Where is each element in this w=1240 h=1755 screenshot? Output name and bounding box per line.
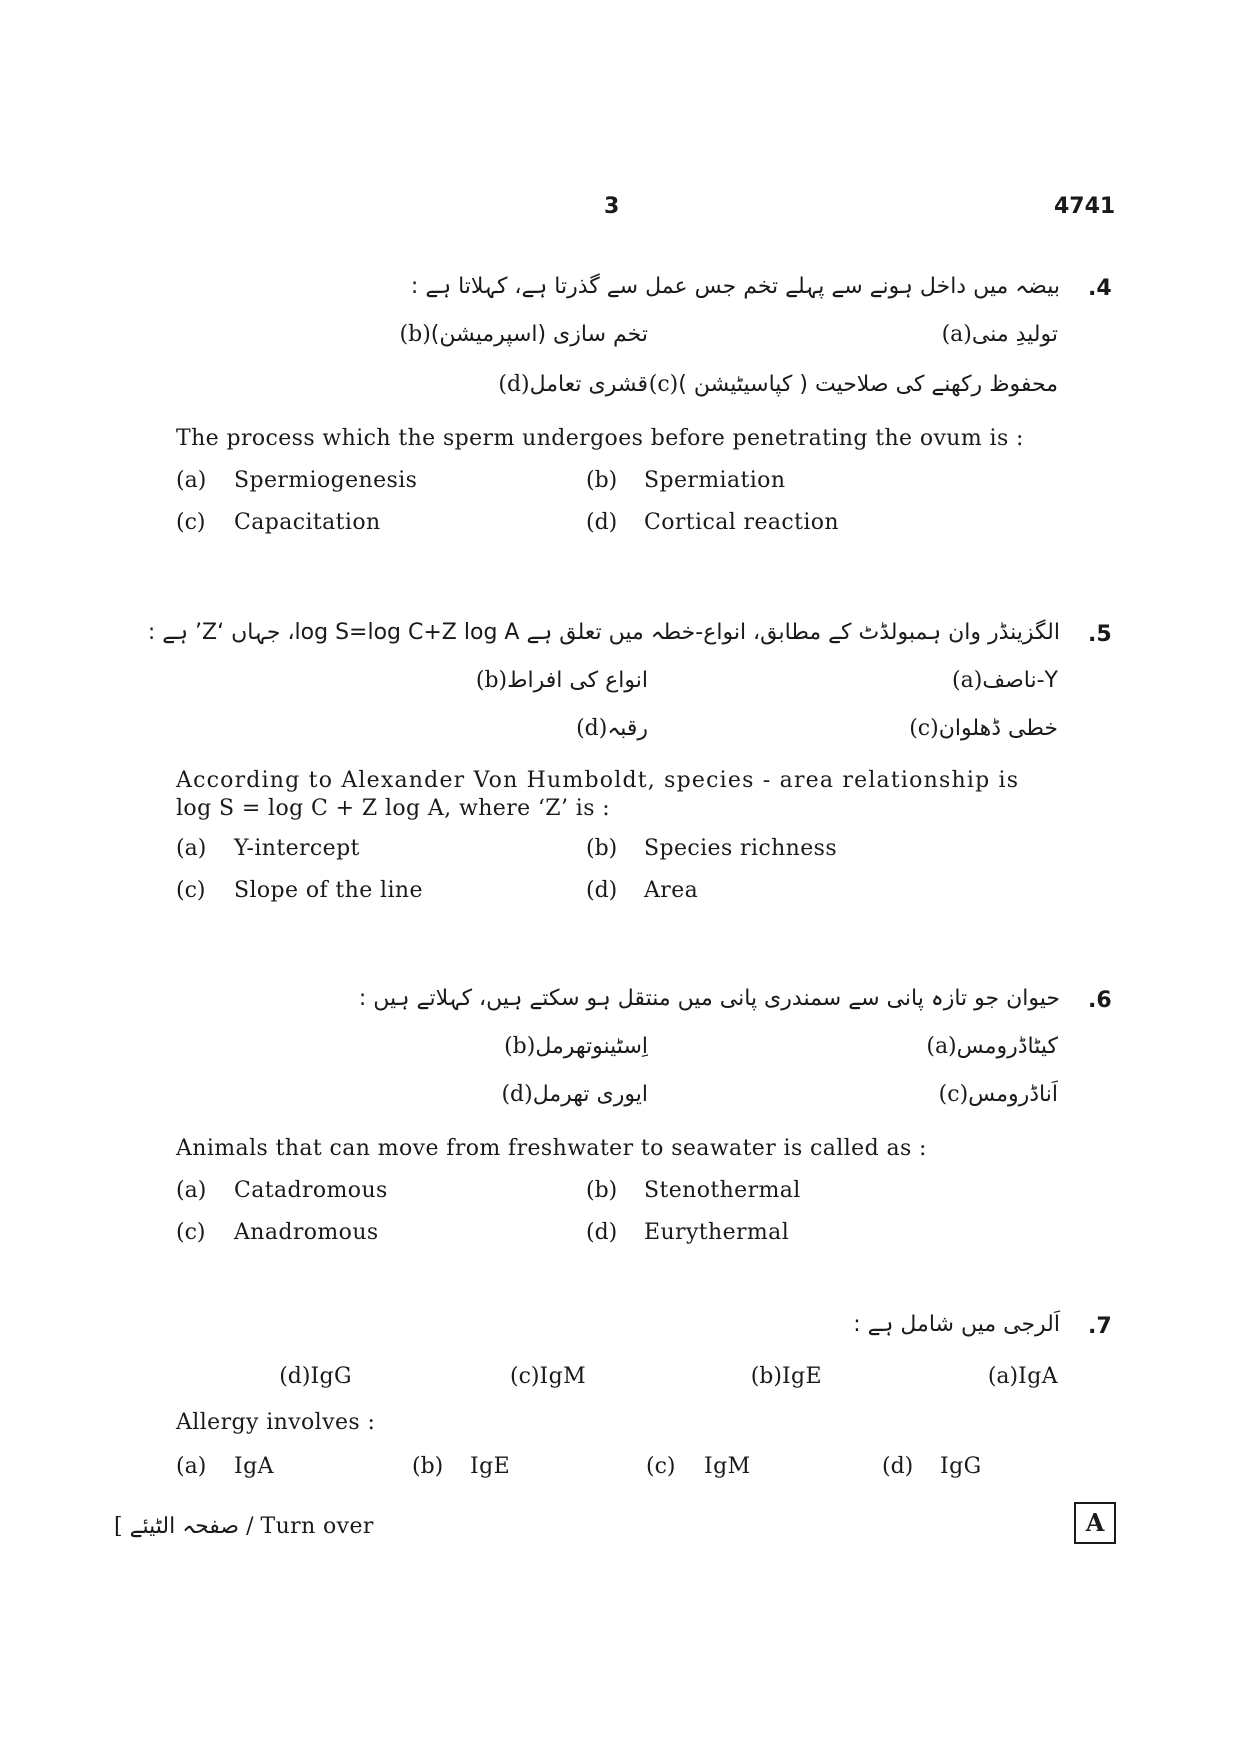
option-text-d: Area bbox=[644, 878, 699, 903]
question-number: .7 bbox=[1088, 1314, 1112, 1339]
urdu-option-b bbox=[374, 322, 648, 347]
option-text-d: Cortical reaction bbox=[644, 510, 840, 535]
urdu-option-a bbox=[962, 1364, 1058, 1389]
option-text: اَناڈرومس bbox=[968, 1082, 1058, 1107]
option-label-d: (d) bbox=[586, 1220, 618, 1245]
option-text: خطی ڈھلوان bbox=[938, 716, 1058, 741]
option-text-c: Slope of the line bbox=[234, 878, 423, 903]
option-label-a: (a) bbox=[176, 836, 207, 861]
question-number: .5 bbox=[1088, 622, 1112, 647]
option-label-d: (d) bbox=[882, 1454, 914, 1479]
urdu-question-text: الگزینڈر وان ہمبولڈٹ کے مطابق، انواع-خطہ میں تعلق ہے log S=log C+Z log A، جہاں ‘Z’ ہے : bbox=[147, 620, 1060, 645]
english-question-text: Allergy involves : bbox=[176, 1410, 376, 1435]
option-label-c: (c) bbox=[176, 510, 206, 535]
option-text: انواع کی افراط bbox=[507, 668, 648, 693]
option-label: (d) bbox=[279, 1364, 311, 1389]
urdu-option-a bbox=[926, 668, 1058, 693]
option-label-b: (b) bbox=[586, 1178, 618, 1203]
option-text: IgG bbox=[310, 1364, 352, 1389]
urdu-question-text: بیضہ میں داخل ہونے سے پہلے تخم جس عمل سے گذرتا ہے، کہلاتا ہے : bbox=[410, 274, 1060, 299]
option-label: (a) bbox=[952, 668, 983, 693]
option-text: IgA bbox=[1018, 1364, 1058, 1389]
option-label: (c) bbox=[510, 1364, 540, 1389]
option-label-a: (a) bbox=[176, 468, 207, 493]
option-label: (b) bbox=[504, 1034, 536, 1059]
option-label: (c) bbox=[938, 1082, 969, 1107]
option-text: ایوری تھرمل bbox=[532, 1082, 648, 1107]
option-label: (d) bbox=[576, 716, 608, 741]
option-text-a: IgA bbox=[234, 1454, 274, 1479]
option-label-c: (c) bbox=[176, 878, 206, 903]
english-question-line2: log S = log C + Z log A, where ‘Z’ is : bbox=[176, 796, 611, 821]
urdu-option-a bbox=[900, 1034, 1058, 1059]
option-text-b: Stenothermal bbox=[644, 1178, 801, 1203]
option-label: (a) bbox=[987, 1364, 1019, 1389]
urdu-option-d bbox=[472, 372, 648, 397]
option-label-d: (d) bbox=[586, 510, 618, 535]
question-number: .4 bbox=[1088, 276, 1112, 301]
urdu-option-c bbox=[623, 372, 1058, 397]
urdu-option-b bbox=[450, 668, 648, 693]
option-text-c: IgM bbox=[704, 1454, 751, 1479]
urdu-option-b bbox=[725, 1364, 822, 1389]
urdu-option-d bbox=[475, 1082, 648, 1107]
option-text-b: Spermiation bbox=[644, 468, 786, 493]
option-text-d: Eurythermal bbox=[644, 1220, 790, 1245]
option-text: IgM bbox=[539, 1364, 586, 1389]
option-label: (b) bbox=[399, 322, 431, 347]
option-label-b: (b) bbox=[586, 468, 618, 493]
option-text-d: IgG bbox=[940, 1454, 982, 1479]
option-label: (c) bbox=[648, 372, 679, 397]
option-label-a: (a) bbox=[176, 1454, 207, 1479]
option-label: (a) bbox=[941, 322, 972, 347]
option-text: محفوظ رکھنے کی صلاحیت ( کپاسیٹیشن ) bbox=[678, 372, 1058, 397]
english-question-line1: According to Alexander Von Humboldt, species - area relationship is bbox=[176, 768, 1020, 793]
urdu-option-d bbox=[550, 716, 648, 741]
urdu-option-b bbox=[478, 1034, 648, 1059]
option-text: تخم سازی (اسپرمیشن) bbox=[430, 322, 648, 347]
option-label-b: (b) bbox=[586, 836, 618, 861]
option-text: تولیدِ منی bbox=[971, 322, 1058, 347]
english-question-text: Animals that can move from freshwater to seawater is called as : bbox=[176, 1136, 927, 1161]
turn-over-note: [ صفحہ الٹیئے / Turn over bbox=[114, 1514, 374, 1539]
option-text-a: Y-intercept bbox=[234, 836, 360, 861]
urdu-option-c bbox=[883, 716, 1058, 741]
english-question-text: The process which the sperm undergoes before penetrating the ovum is : bbox=[176, 426, 1024, 451]
urdu-option-c bbox=[484, 1364, 586, 1389]
urdu-option-d bbox=[253, 1364, 352, 1389]
option-label: (d) bbox=[501, 1082, 533, 1107]
option-label: (d) bbox=[498, 372, 530, 397]
series-box: A bbox=[1074, 1502, 1116, 1544]
option-label-d: (d) bbox=[586, 878, 618, 903]
option-text: قشری تعامل bbox=[529, 372, 648, 397]
urdu-question-text: اَلرجی میں شامل ہے : bbox=[853, 1312, 1060, 1337]
urdu-option-a bbox=[916, 322, 1058, 347]
option-label-a: (a) bbox=[176, 1178, 207, 1203]
option-label: (a) bbox=[926, 1034, 957, 1059]
option-text: Y-ناصف bbox=[982, 668, 1058, 693]
option-text: رقبہ bbox=[607, 716, 648, 741]
paper-code: 4741 bbox=[1054, 194, 1116, 219]
question-number: .6 bbox=[1088, 988, 1112, 1013]
option-text-b: IgE bbox=[470, 1454, 511, 1479]
urdu-question-text: حیوان جو تازہ پانی سے سمندری پانی میں منتقل ہو سکتے ہیں، کہلاتے ہیں : bbox=[358, 986, 1060, 1011]
option-text-a: Catadromous bbox=[234, 1178, 388, 1203]
option-text-c: Anadromous bbox=[234, 1220, 379, 1245]
option-label: (b) bbox=[750, 1364, 782, 1389]
option-label-c: (c) bbox=[176, 1220, 206, 1245]
urdu-option-c bbox=[913, 1082, 1058, 1107]
option-text: اِسٹینوتھرمل bbox=[535, 1034, 648, 1059]
option-text-a: Spermiogenesis bbox=[234, 468, 418, 493]
option-label: (b) bbox=[475, 668, 508, 693]
page-number: 3 bbox=[604, 194, 620, 219]
option-label-b: (b) bbox=[412, 1454, 444, 1479]
option-label-c: (c) bbox=[646, 1454, 676, 1479]
option-text: کیٹاڈرومس bbox=[956, 1034, 1058, 1059]
option-label: (c) bbox=[909, 716, 939, 741]
option-text-b: Species richness bbox=[644, 836, 838, 861]
option-text-c: Capacitation bbox=[234, 510, 381, 535]
option-text: IgE bbox=[781, 1364, 822, 1389]
